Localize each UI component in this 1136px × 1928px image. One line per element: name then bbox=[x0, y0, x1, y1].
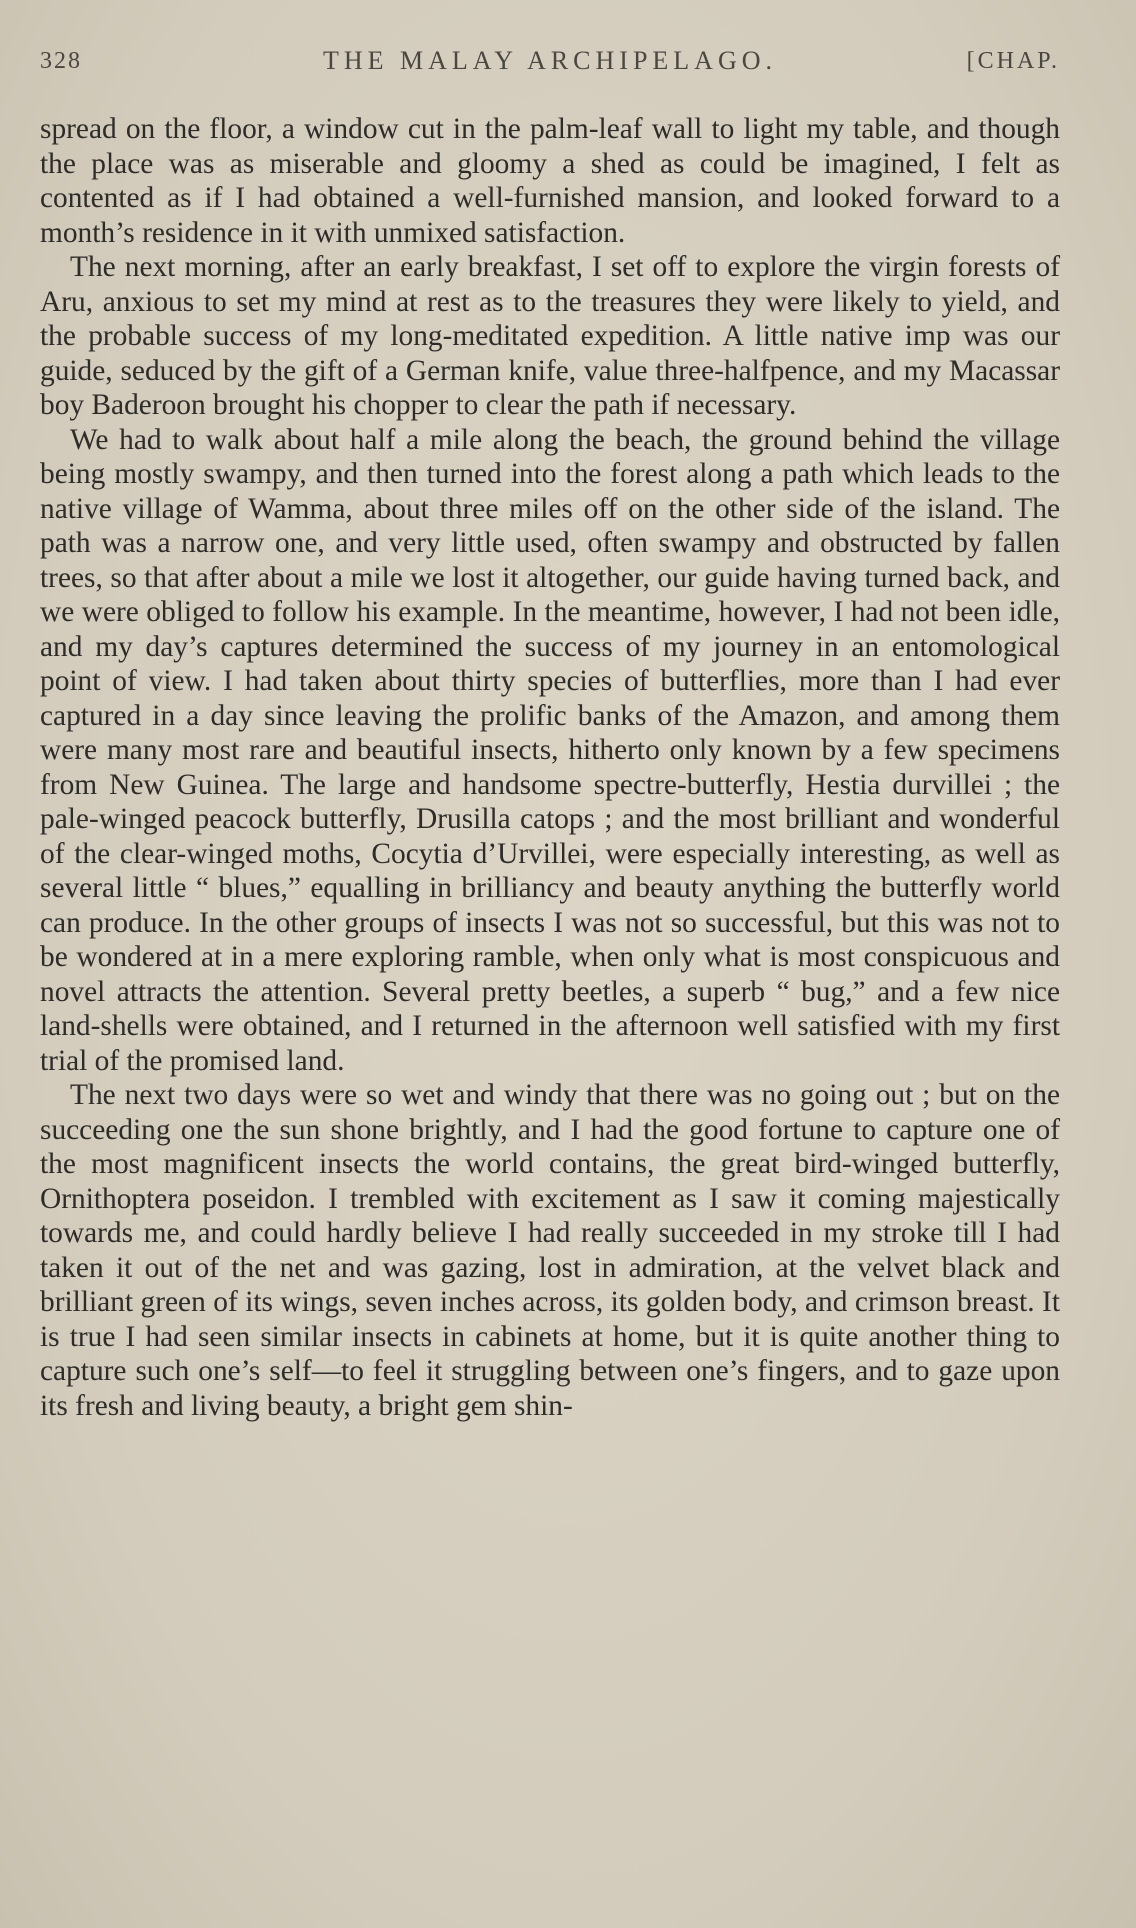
running-title: THE MALAY ARCHIPELAGO. bbox=[322, 46, 778, 75]
paragraph-bird-winged-butterfly: The next two days were so wet and windy that there was no going out ; but on the succeeding one the sun shone brightly, and I had the good fortune to capture one of the most magnificent insects the world contains, the great bird-winged butterfly, Ornithoptera poseidon. I trembled with excitement as I saw it coming majestically towards me, and could hardly believe I had really succeeded in my stroke till I had taken it out of the net and was gazing, lost in admiration, at the velvet black and brilliant green of its wings, seven inches across, its golden body, and crimson breast. It is true I had seen similar insects in cabinets at home, but it is quite another thing to capture such one’s self—to feel it struggling between one’s fingers, and to gaze upon its fresh and living beauty, a bright gem shin- bbox=[40, 1079, 1060, 1422]
paragraph-morning-explore: The next morning, after an early breakfast, I set off to explore the virgin forests of Aru, anxious to set my mind at rest as to the treasures they were likely to yield, and the probable success of my long-meditated expedition. A little native imp was our guide, seduced by the gift of a German knife, value three-halfpence, and my Macassar boy Baderoon brought his chopper to clear the path if necessary. bbox=[40, 251, 1060, 421]
page-number: 328 bbox=[40, 48, 82, 74]
paragraph-walk-forest: We had to walk about half a mile along the beach, the ground behind the village being mostly swampy, and then turned into the forest along a path which leads to the native village of Wamma, about three miles off on the other side of the island. The path was a narrow one, and very little used, often swampy and obstructed by fallen trees, so that after about a mile we lost it altogether, our guide having turned back, and we were obliged to follow his example. In the meantime, however, I had not been idle, and my day’s captures determined the success of my journey in an entomological point of view. I had taken about thirty species of butterflies, more than I had ever captured in a day since leaving the prolific banks of the Amazon, and among them were many most rare and beautiful insects, hitherto only known by a few specimens from New Guinea. The large and handsome spectre-butterfly, Hestia durvillei ; the pale-winged peacock butterfly, Drusilla catops ; and the most brilliant and wonderful of the clear-winged moths, Cocytia d’Urvillei, were especially interesting, as well as several little “ blues,” equalling in brilliancy and beauty anything the butterfly world can produce. In the other groups of insects I was not so successful, but this was not to be wondered at in a mere exploring ramble, when only what is most conspicuous and novel attracts the attention. Several pretty beetles, a superb “ bug,” and a few nice land-shells were obtained, and I returned in the afternoon well satisfied with my first trial of the promised land. bbox=[40, 423, 1060, 1077]
body-text bbox=[40, 112, 1060, 1423]
page-header bbox=[40, 40, 1060, 80]
chapter-mark: [CHAP. bbox=[966, 48, 1060, 74]
paragraph-continuation: spread on the floor, a window cut in the palm-leaf wall to light my table, and though the place was as miserable and gloomy a shed as could be imagined, I felt as contented as if I had obtained a well-furnished mansion, and looked forward to a month’s residence in it with unmixed satisfaction. bbox=[40, 113, 1060, 249]
